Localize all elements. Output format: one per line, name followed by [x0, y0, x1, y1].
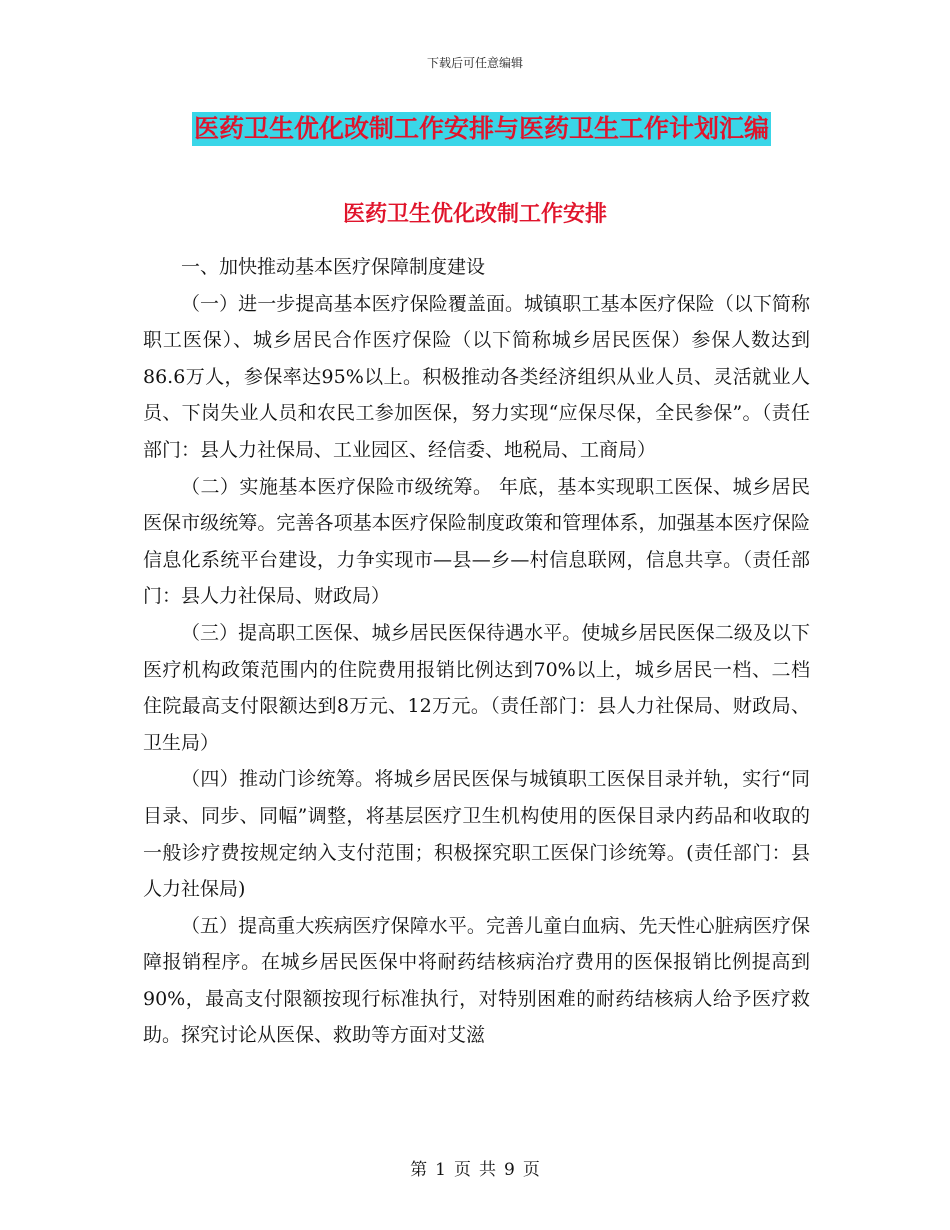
paragraph-4: （四）推动门诊统筹。将城乡居民医保与城镇职工医保目录并轨，实行“同目录、同步、同幅”调整，将基层医疗卫生机构使用的医保目录内药品和收取的一般诊疗费按规定纳入支付范围；积极探究职工医保门诊统筹。(责任部门：县人力社保局) [143, 768, 810, 901]
header-note: 下载后可任意编辑 [426, 56, 523, 70]
current-page-number: 1 [435, 1160, 446, 1180]
page-footer [0, 1155, 950, 1180]
paragraph-5: （五）提高重大疾病医疗保障水平。完善儿童白血病、先天性心脏病医疗保障报销程序。在城乡居民医保中将耐药结核病治疗费用的医保报销比例提高到90%，最高支付限额按现行标准执行，对特别困难的耐药结核病人给予医疗救助。探究讨论从医保、救助等方面对艾滋 [143, 914, 810, 1047]
paragraph-2: （二）实施基本医疗保险市级统筹。 年底，基本实现职工医保、城乡居民医保市级统筹。完善各项基本医疗保险制度政策和管理体系，加强基本医疗保险信息化系统平台建设，力争实现市—县—乡—村信息联网，信息共享。（责任部门：县人力社保局、财政局） [143, 475, 810, 608]
footer-suffix: 页 [522, 1160, 540, 1180]
document-title: 医药卫生优化改制工作安排与医药卫生工作计划汇编 [192, 112, 771, 146]
footer-prefix: 第 [410, 1160, 428, 1180]
heading-1: 一、加快推动基本医疗保障制度建设 [181, 256, 486, 278]
paragraph-1: （一）进一步提高基本医疗保险覆盖面。城镇职工基本医疗保险（以下简称职工医保）、城乡居民合作医疗保险（以下简称城乡居民医保）参保人数达到86.6万人，参保率达95%以上。积极推动各类经济组织从业人员、灵活就业人员、下岗失业人员和农民工参加医保，努力实现“应保尽保，全民参保”。（责任部门：县人力社保局、工业园区、经信委、地税局、工商局） [143, 292, 810, 461]
document-body [143, 249, 810, 1054]
total-pages-number: 9 [504, 1160, 515, 1180]
footer-total-prefix: 共 [479, 1160, 496, 1180]
section-title: 医药卫生优化改制工作安排 [342, 202, 607, 227]
footer-page-word: 页 [454, 1160, 471, 1180]
paragraph-3: （三）提高职工医保、城乡居民医保待遇水平。使城乡居民医保二级及以下医疗机构政策范围内的住院费用报销比例达到70%以上，城乡居民一档、二档住院最高支付限额达到8万元、12万元。（责任部门：县人力社保局、财政局、卫生局） [143, 621, 810, 754]
